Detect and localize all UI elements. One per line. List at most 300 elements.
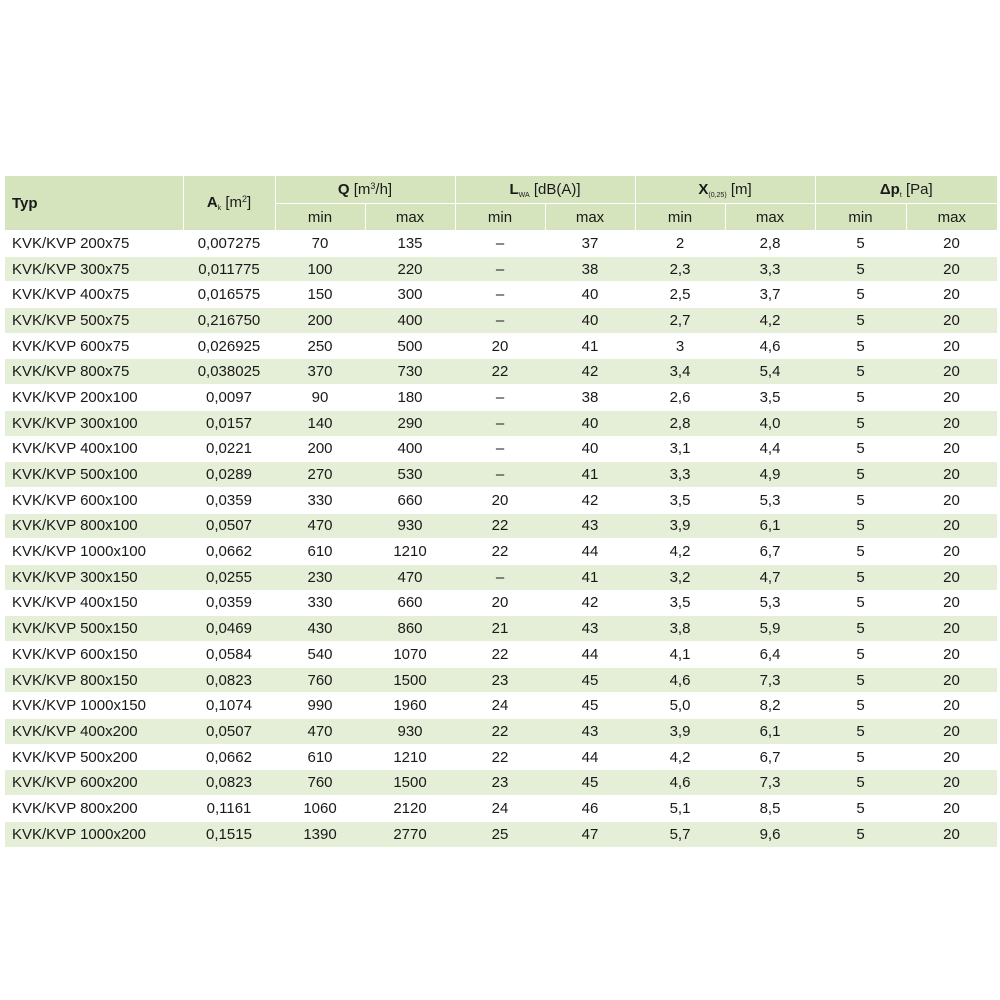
cell-lwa-max: 47 bbox=[545, 821, 635, 847]
cell-ak: 0,016575 bbox=[183, 282, 275, 308]
cell-dp-max: 20 bbox=[906, 642, 997, 668]
cell-dp-max: 20 bbox=[906, 821, 997, 847]
cell-x-min: 2,6 bbox=[635, 385, 725, 411]
cell-lwa-min: – bbox=[455, 462, 545, 488]
table-header bbox=[5, 176, 997, 231]
header-dp bbox=[815, 176, 997, 204]
cell-ak: 0,0255 bbox=[183, 564, 275, 590]
cell-lwa-min: – bbox=[455, 308, 545, 334]
table-row bbox=[5, 590, 997, 616]
cell-lwa-max: 41 bbox=[545, 333, 635, 359]
cell-q-max: 1500 bbox=[365, 770, 455, 796]
cell-q-max: 220 bbox=[365, 256, 455, 282]
cell-q-max: 530 bbox=[365, 462, 455, 488]
cell-typ: KVK/KVP 1000x150 bbox=[5, 693, 183, 719]
cell-lwa-max: 38 bbox=[545, 256, 635, 282]
cell-typ: KVK/KVP 800x150 bbox=[5, 667, 183, 693]
header-q-unit-post: /h] bbox=[375, 181, 393, 198]
cell-dp-min: 5 bbox=[815, 231, 906, 257]
cell-lwa-min: 22 bbox=[455, 719, 545, 745]
header-ak-unit-sup: 2 bbox=[242, 194, 248, 204]
cell-ak: 0,1515 bbox=[183, 821, 275, 847]
table-row bbox=[5, 821, 997, 847]
cell-dp-min: 5 bbox=[815, 487, 906, 513]
cell-dp-min: 5 bbox=[815, 770, 906, 796]
cell-q-min: 430 bbox=[275, 616, 365, 642]
cell-dp-max: 20 bbox=[906, 719, 997, 745]
cell-lwa-min: 24 bbox=[455, 693, 545, 719]
cell-q-max: 470 bbox=[365, 564, 455, 590]
cell-q-max: 930 bbox=[365, 719, 455, 745]
cell-q-max: 400 bbox=[365, 308, 455, 334]
cell-x-min: 3,3 bbox=[635, 462, 725, 488]
cell-x-max: 4,6 bbox=[725, 333, 815, 359]
cell-q-max: 2120 bbox=[365, 796, 455, 822]
table-row bbox=[5, 744, 997, 770]
header-q-unit-sup: 3 bbox=[370, 181, 376, 191]
cell-dp-max: 20 bbox=[906, 410, 997, 436]
cell-x-min: 2,3 bbox=[635, 256, 725, 282]
cell-lwa-min: – bbox=[455, 385, 545, 411]
table-row bbox=[5, 333, 997, 359]
header-lwa-max: max bbox=[545, 204, 635, 231]
cell-q-max: 1070 bbox=[365, 642, 455, 668]
cell-ak: 0,0157 bbox=[183, 410, 275, 436]
cell-dp-max: 20 bbox=[906, 796, 997, 822]
cell-dp-min: 5 bbox=[815, 282, 906, 308]
cell-q-min: 200 bbox=[275, 308, 365, 334]
cell-typ: KVK/KVP 200x75 bbox=[5, 231, 183, 257]
cell-x-min: 3 bbox=[635, 333, 725, 359]
header-ak-subscript: k bbox=[217, 205, 222, 212]
cell-ak: 0,007275 bbox=[183, 231, 275, 257]
cell-q-min: 100 bbox=[275, 256, 365, 282]
cell-dp-min: 5 bbox=[815, 359, 906, 385]
cell-dp-max: 20 bbox=[906, 667, 997, 693]
cell-ak: 0,0662 bbox=[183, 539, 275, 565]
cell-lwa-min: 22 bbox=[455, 642, 545, 668]
cell-dp-min: 5 bbox=[815, 513, 906, 539]
cell-q-max: 930 bbox=[365, 513, 455, 539]
cell-lwa-max: 38 bbox=[545, 385, 635, 411]
cell-typ: KVK/KVP 600x75 bbox=[5, 333, 183, 359]
cell-x-max: 4,0 bbox=[725, 410, 815, 436]
cell-dp-max: 20 bbox=[906, 308, 997, 334]
cell-dp-min: 5 bbox=[815, 385, 906, 411]
cell-ak: 0,0823 bbox=[183, 667, 275, 693]
cell-typ: KVK/KVP 600x100 bbox=[5, 487, 183, 513]
cell-dp-max: 20 bbox=[906, 282, 997, 308]
header-ak-symbol: A bbox=[206, 194, 218, 211]
header-lwa-min: min bbox=[455, 204, 545, 231]
cell-dp-max: 20 bbox=[906, 333, 997, 359]
cell-lwa-min: 23 bbox=[455, 770, 545, 796]
cell-q-max: 730 bbox=[365, 359, 455, 385]
table-row bbox=[5, 796, 997, 822]
table-row bbox=[5, 564, 997, 590]
cell-q-min: 230 bbox=[275, 564, 365, 590]
cell-dp-max: 20 bbox=[906, 385, 997, 411]
table-row bbox=[5, 308, 997, 334]
table-row bbox=[5, 487, 997, 513]
cell-ak: 0,0289 bbox=[183, 462, 275, 488]
cell-dp-max: 20 bbox=[906, 513, 997, 539]
header-x-subscript: (0,25) bbox=[708, 191, 727, 199]
cell-lwa-min: 22 bbox=[455, 359, 545, 385]
cell-x-min: 2,8 bbox=[635, 410, 725, 436]
cell-x-max: 7,3 bbox=[725, 770, 815, 796]
cell-q-min: 370 bbox=[275, 359, 365, 385]
table-row bbox=[5, 462, 997, 488]
cell-typ: KVK/KVP 600x200 bbox=[5, 770, 183, 796]
cell-x-min: 3,5 bbox=[635, 487, 725, 513]
cell-typ: KVK/KVP 400x75 bbox=[5, 282, 183, 308]
cell-ak: 0,038025 bbox=[183, 359, 275, 385]
cell-ak: 0,011775 bbox=[183, 256, 275, 282]
cell-x-max: 8,5 bbox=[725, 796, 815, 822]
cell-q-min: 70 bbox=[275, 231, 365, 257]
cell-typ: KVK/KVP 500x75 bbox=[5, 308, 183, 334]
cell-lwa-min: 20 bbox=[455, 333, 545, 359]
table-row bbox=[5, 539, 997, 565]
table-row bbox=[5, 256, 997, 282]
cell-lwa-max: 40 bbox=[545, 410, 635, 436]
cell-q-max: 660 bbox=[365, 590, 455, 616]
cell-q-min: 610 bbox=[275, 744, 365, 770]
cell-x-min: 3,4 bbox=[635, 359, 725, 385]
cell-x-min: 2 bbox=[635, 231, 725, 257]
cell-q-max: 660 bbox=[365, 487, 455, 513]
cell-x-min: 4,6 bbox=[635, 770, 725, 796]
cell-dp-max: 20 bbox=[906, 770, 997, 796]
cell-dp-min: 5 bbox=[815, 719, 906, 745]
header-dp-unit: [Pa] bbox=[901, 180, 933, 198]
cell-typ: KVK/KVP 600x150 bbox=[5, 642, 183, 668]
cell-x-max: 5,3 bbox=[725, 487, 815, 513]
cell-q-min: 330 bbox=[275, 590, 365, 616]
cell-q-min: 760 bbox=[275, 770, 365, 796]
cell-x-min: 4,6 bbox=[635, 667, 725, 693]
header-lwa-subscript: WA bbox=[518, 191, 530, 199]
cell-x-max: 5,3 bbox=[725, 590, 815, 616]
cell-ak: 0,0097 bbox=[183, 385, 275, 411]
cell-lwa-max: 44 bbox=[545, 744, 635, 770]
cell-x-max: 5,4 bbox=[725, 359, 815, 385]
cell-ak: 0,0359 bbox=[183, 590, 275, 616]
cell-dp-min: 5 bbox=[815, 590, 906, 616]
cell-lwa-max: 43 bbox=[545, 616, 635, 642]
table-row bbox=[5, 719, 997, 745]
cell-x-max: 4,2 bbox=[725, 308, 815, 334]
table-row bbox=[5, 231, 997, 257]
header-lwa-symbol: L bbox=[509, 180, 519, 198]
table-body bbox=[5, 231, 997, 848]
cell-lwa-max: 44 bbox=[545, 539, 635, 565]
header-x-unit: [m] bbox=[726, 180, 752, 198]
cell-x-min: 4,1 bbox=[635, 642, 725, 668]
cell-typ: KVK/KVP 400x100 bbox=[5, 436, 183, 462]
cell-lwa-min: 24 bbox=[455, 796, 545, 822]
cell-typ: KVK/KVP 1000x100 bbox=[5, 539, 183, 565]
cell-q-max: 1210 bbox=[365, 744, 455, 770]
cell-lwa-max: 42 bbox=[545, 359, 635, 385]
cell-lwa-max: 40 bbox=[545, 308, 635, 334]
header-dp-max: max bbox=[906, 204, 997, 231]
cell-q-max: 500 bbox=[365, 333, 455, 359]
cell-q-min: 200 bbox=[275, 436, 365, 462]
cell-dp-min: 5 bbox=[815, 462, 906, 488]
cell-q-min: 250 bbox=[275, 333, 365, 359]
cell-dp-min: 5 bbox=[815, 436, 906, 462]
header-x-min: min bbox=[635, 204, 725, 231]
header-dp-subscript: t bbox=[899, 191, 902, 199]
cell-x-max: 6,1 bbox=[725, 513, 815, 539]
cell-q-min: 470 bbox=[275, 719, 365, 745]
cell-q-min: 140 bbox=[275, 410, 365, 436]
cell-dp-min: 5 bbox=[815, 667, 906, 693]
cell-dp-max: 20 bbox=[906, 231, 997, 257]
cell-dp-max: 20 bbox=[906, 744, 997, 770]
cell-x-min: 2,7 bbox=[635, 308, 725, 334]
cell-lwa-max: 42 bbox=[545, 590, 635, 616]
cell-q-min: 610 bbox=[275, 539, 365, 565]
cell-dp-min: 5 bbox=[815, 308, 906, 334]
cell-ak: 0,0507 bbox=[183, 719, 275, 745]
cell-ak: 0,1161 bbox=[183, 796, 275, 822]
cell-x-min: 3,2 bbox=[635, 564, 725, 590]
cell-dp-max: 20 bbox=[906, 590, 997, 616]
cell-lwa-min: – bbox=[455, 564, 545, 590]
cell-lwa-min: 21 bbox=[455, 616, 545, 642]
cell-q-max: 300 bbox=[365, 282, 455, 308]
cell-lwa-min: 22 bbox=[455, 744, 545, 770]
table-row bbox=[5, 359, 997, 385]
header-typ: Typ bbox=[5, 176, 183, 231]
cell-x-max: 2,8 bbox=[725, 231, 815, 257]
spec-table bbox=[5, 176, 997, 848]
cell-dp-min: 5 bbox=[815, 821, 906, 847]
cell-lwa-max: 45 bbox=[545, 770, 635, 796]
cell-x-max: 6,4 bbox=[725, 642, 815, 668]
cell-q-min: 150 bbox=[275, 282, 365, 308]
cell-lwa-min: – bbox=[455, 231, 545, 257]
cell-typ: KVK/KVP 300x100 bbox=[5, 410, 183, 436]
cell-q-min: 1390 bbox=[275, 821, 365, 847]
cell-ak: 0,0507 bbox=[183, 513, 275, 539]
cell-q-max: 1960 bbox=[365, 693, 455, 719]
cell-dp-min: 5 bbox=[815, 333, 906, 359]
table-row bbox=[5, 282, 997, 308]
table-row bbox=[5, 436, 997, 462]
cell-dp-max: 20 bbox=[906, 462, 997, 488]
cell-x-min: 4,2 bbox=[635, 744, 725, 770]
header-dp-symbol: Δp bbox=[879, 180, 900, 198]
cell-typ: KVK/KVP 800x75 bbox=[5, 359, 183, 385]
header-lwa-unit: [dB(A)] bbox=[529, 180, 581, 198]
header-q-unit-pre: [m bbox=[349, 181, 371, 198]
header-row-groups bbox=[5, 176, 997, 204]
cell-x-min: 5,7 bbox=[635, 821, 725, 847]
cell-typ: KVK/KVP 800x100 bbox=[5, 513, 183, 539]
cell-ak: 0,0823 bbox=[183, 770, 275, 796]
cell-x-min: 3,9 bbox=[635, 719, 725, 745]
cell-q-min: 90 bbox=[275, 385, 365, 411]
table-row bbox=[5, 642, 997, 668]
cell-dp-min: 5 bbox=[815, 410, 906, 436]
cell-x-max: 4,4 bbox=[725, 436, 815, 462]
cell-x-min: 3,8 bbox=[635, 616, 725, 642]
cell-dp-max: 20 bbox=[906, 256, 997, 282]
table-row bbox=[5, 667, 997, 693]
cell-lwa-max: 45 bbox=[545, 693, 635, 719]
cell-lwa-max: 45 bbox=[545, 667, 635, 693]
cell-x-min: 5,1 bbox=[635, 796, 725, 822]
header-ak bbox=[183, 176, 275, 231]
cell-dp-min: 5 bbox=[815, 693, 906, 719]
cell-dp-max: 20 bbox=[906, 616, 997, 642]
cell-q-max: 400 bbox=[365, 436, 455, 462]
cell-typ: KVK/KVP 500x150 bbox=[5, 616, 183, 642]
cell-lwa-max: 46 bbox=[545, 796, 635, 822]
cell-dp-min: 5 bbox=[815, 796, 906, 822]
cell-q-max: 860 bbox=[365, 616, 455, 642]
cell-x-max: 7,3 bbox=[725, 667, 815, 693]
cell-ak: 0,216750 bbox=[183, 308, 275, 334]
table-row bbox=[5, 693, 997, 719]
cell-x-max: 5,9 bbox=[725, 616, 815, 642]
cell-q-min: 540 bbox=[275, 642, 365, 668]
cell-x-min: 2,5 bbox=[635, 282, 725, 308]
cell-typ: KVK/KVP 200x100 bbox=[5, 385, 183, 411]
cell-x-max: 3,5 bbox=[725, 385, 815, 411]
header-q-max: max bbox=[365, 204, 455, 231]
cell-lwa-min: – bbox=[455, 282, 545, 308]
cell-x-min: 3,5 bbox=[635, 590, 725, 616]
cell-ak: 0,0359 bbox=[183, 487, 275, 513]
cell-q-min: 330 bbox=[275, 487, 365, 513]
cell-q-min: 270 bbox=[275, 462, 365, 488]
cell-ak: 0,026925 bbox=[183, 333, 275, 359]
cell-dp-max: 20 bbox=[906, 436, 997, 462]
cell-x-min: 3,9 bbox=[635, 513, 725, 539]
cell-q-min: 990 bbox=[275, 693, 365, 719]
cell-x-min: 3,1 bbox=[635, 436, 725, 462]
table-row bbox=[5, 770, 997, 796]
header-q bbox=[275, 176, 455, 204]
cell-dp-min: 5 bbox=[815, 564, 906, 590]
header-x-symbol: X bbox=[698, 180, 709, 198]
cell-dp-max: 20 bbox=[906, 693, 997, 719]
cell-lwa-min: – bbox=[455, 256, 545, 282]
cell-dp-max: 20 bbox=[906, 539, 997, 565]
cell-dp-max: 20 bbox=[906, 564, 997, 590]
cell-q-max: 290 bbox=[365, 410, 455, 436]
cell-dp-min: 5 bbox=[815, 539, 906, 565]
cell-dp-min: 5 bbox=[815, 642, 906, 668]
header-x-max: max bbox=[725, 204, 815, 231]
cell-lwa-min: 22 bbox=[455, 513, 545, 539]
header-dp-min: min bbox=[815, 204, 906, 231]
cell-q-max: 1500 bbox=[365, 667, 455, 693]
cell-lwa-min: 25 bbox=[455, 821, 545, 847]
cell-x-max: 4,7 bbox=[725, 564, 815, 590]
cell-lwa-max: 37 bbox=[545, 231, 635, 257]
cell-lwa-min: – bbox=[455, 436, 545, 462]
cell-typ: KVK/KVP 800x200 bbox=[5, 796, 183, 822]
cell-lwa-max: 40 bbox=[545, 436, 635, 462]
cell-ak: 0,0584 bbox=[183, 642, 275, 668]
cell-q-max: 135 bbox=[365, 231, 455, 257]
cell-lwa-max: 41 bbox=[545, 462, 635, 488]
cell-x-max: 4,9 bbox=[725, 462, 815, 488]
header-ak-unit-post: ] bbox=[247, 194, 252, 211]
cell-ak: 0,1074 bbox=[183, 693, 275, 719]
header-q-symbol: Q bbox=[337, 181, 350, 198]
cell-typ: KVK/KVP 300x75 bbox=[5, 256, 183, 282]
cell-q-max: 180 bbox=[365, 385, 455, 411]
cell-lwa-max: 40 bbox=[545, 282, 635, 308]
cell-typ: KVK/KVP 500x100 bbox=[5, 462, 183, 488]
cell-q-min: 1060 bbox=[275, 796, 365, 822]
cell-x-max: 6,7 bbox=[725, 744, 815, 770]
cell-dp-max: 20 bbox=[906, 359, 997, 385]
cell-lwa-min: 20 bbox=[455, 487, 545, 513]
cell-lwa-min: – bbox=[455, 410, 545, 436]
cell-typ: KVK/KVP 1000x200 bbox=[5, 821, 183, 847]
header-q-min: min bbox=[275, 204, 365, 231]
cell-q-min: 470 bbox=[275, 513, 365, 539]
cell-typ: KVK/KVP 400x200 bbox=[5, 719, 183, 745]
cell-ak: 0,0469 bbox=[183, 616, 275, 642]
cell-lwa-min: 20 bbox=[455, 590, 545, 616]
cell-lwa-min: 22 bbox=[455, 539, 545, 565]
header-lwa bbox=[455, 176, 635, 204]
cell-x-min: 4,2 bbox=[635, 539, 725, 565]
cell-q-min: 760 bbox=[275, 667, 365, 693]
cell-lwa-min: 23 bbox=[455, 667, 545, 693]
cell-dp-max: 20 bbox=[906, 487, 997, 513]
cell-x-max: 8,2 bbox=[725, 693, 815, 719]
cell-lwa-max: 42 bbox=[545, 487, 635, 513]
cell-lwa-max: 43 bbox=[545, 719, 635, 745]
header-x bbox=[635, 176, 815, 204]
cell-typ: KVK/KVP 500x200 bbox=[5, 744, 183, 770]
cell-typ: KVK/KVP 400x150 bbox=[5, 590, 183, 616]
cell-ak: 0,0221 bbox=[183, 436, 275, 462]
cell-x-max: 3,3 bbox=[725, 256, 815, 282]
cell-q-max: 2770 bbox=[365, 821, 455, 847]
cell-dp-min: 5 bbox=[815, 616, 906, 642]
cell-lwa-max: 43 bbox=[545, 513, 635, 539]
table-row bbox=[5, 616, 997, 642]
cell-q-max: 1210 bbox=[365, 539, 455, 565]
header-ak-unit-pre: [m bbox=[221, 194, 242, 211]
cell-dp-min: 5 bbox=[815, 256, 906, 282]
cell-typ: KVK/KVP 300x150 bbox=[5, 564, 183, 590]
table-row bbox=[5, 410, 997, 436]
cell-ak: 0,0662 bbox=[183, 744, 275, 770]
cell-x-max: 6,7 bbox=[725, 539, 815, 565]
cell-x-max: 9,6 bbox=[725, 821, 815, 847]
cell-lwa-max: 44 bbox=[545, 642, 635, 668]
table-row bbox=[5, 385, 997, 411]
cell-x-min: 5,0 bbox=[635, 693, 725, 719]
cell-x-max: 6,1 bbox=[725, 719, 815, 745]
cell-lwa-max: 41 bbox=[545, 564, 635, 590]
table-row bbox=[5, 513, 997, 539]
cell-dp-min: 5 bbox=[815, 744, 906, 770]
cell-x-max: 3,7 bbox=[725, 282, 815, 308]
